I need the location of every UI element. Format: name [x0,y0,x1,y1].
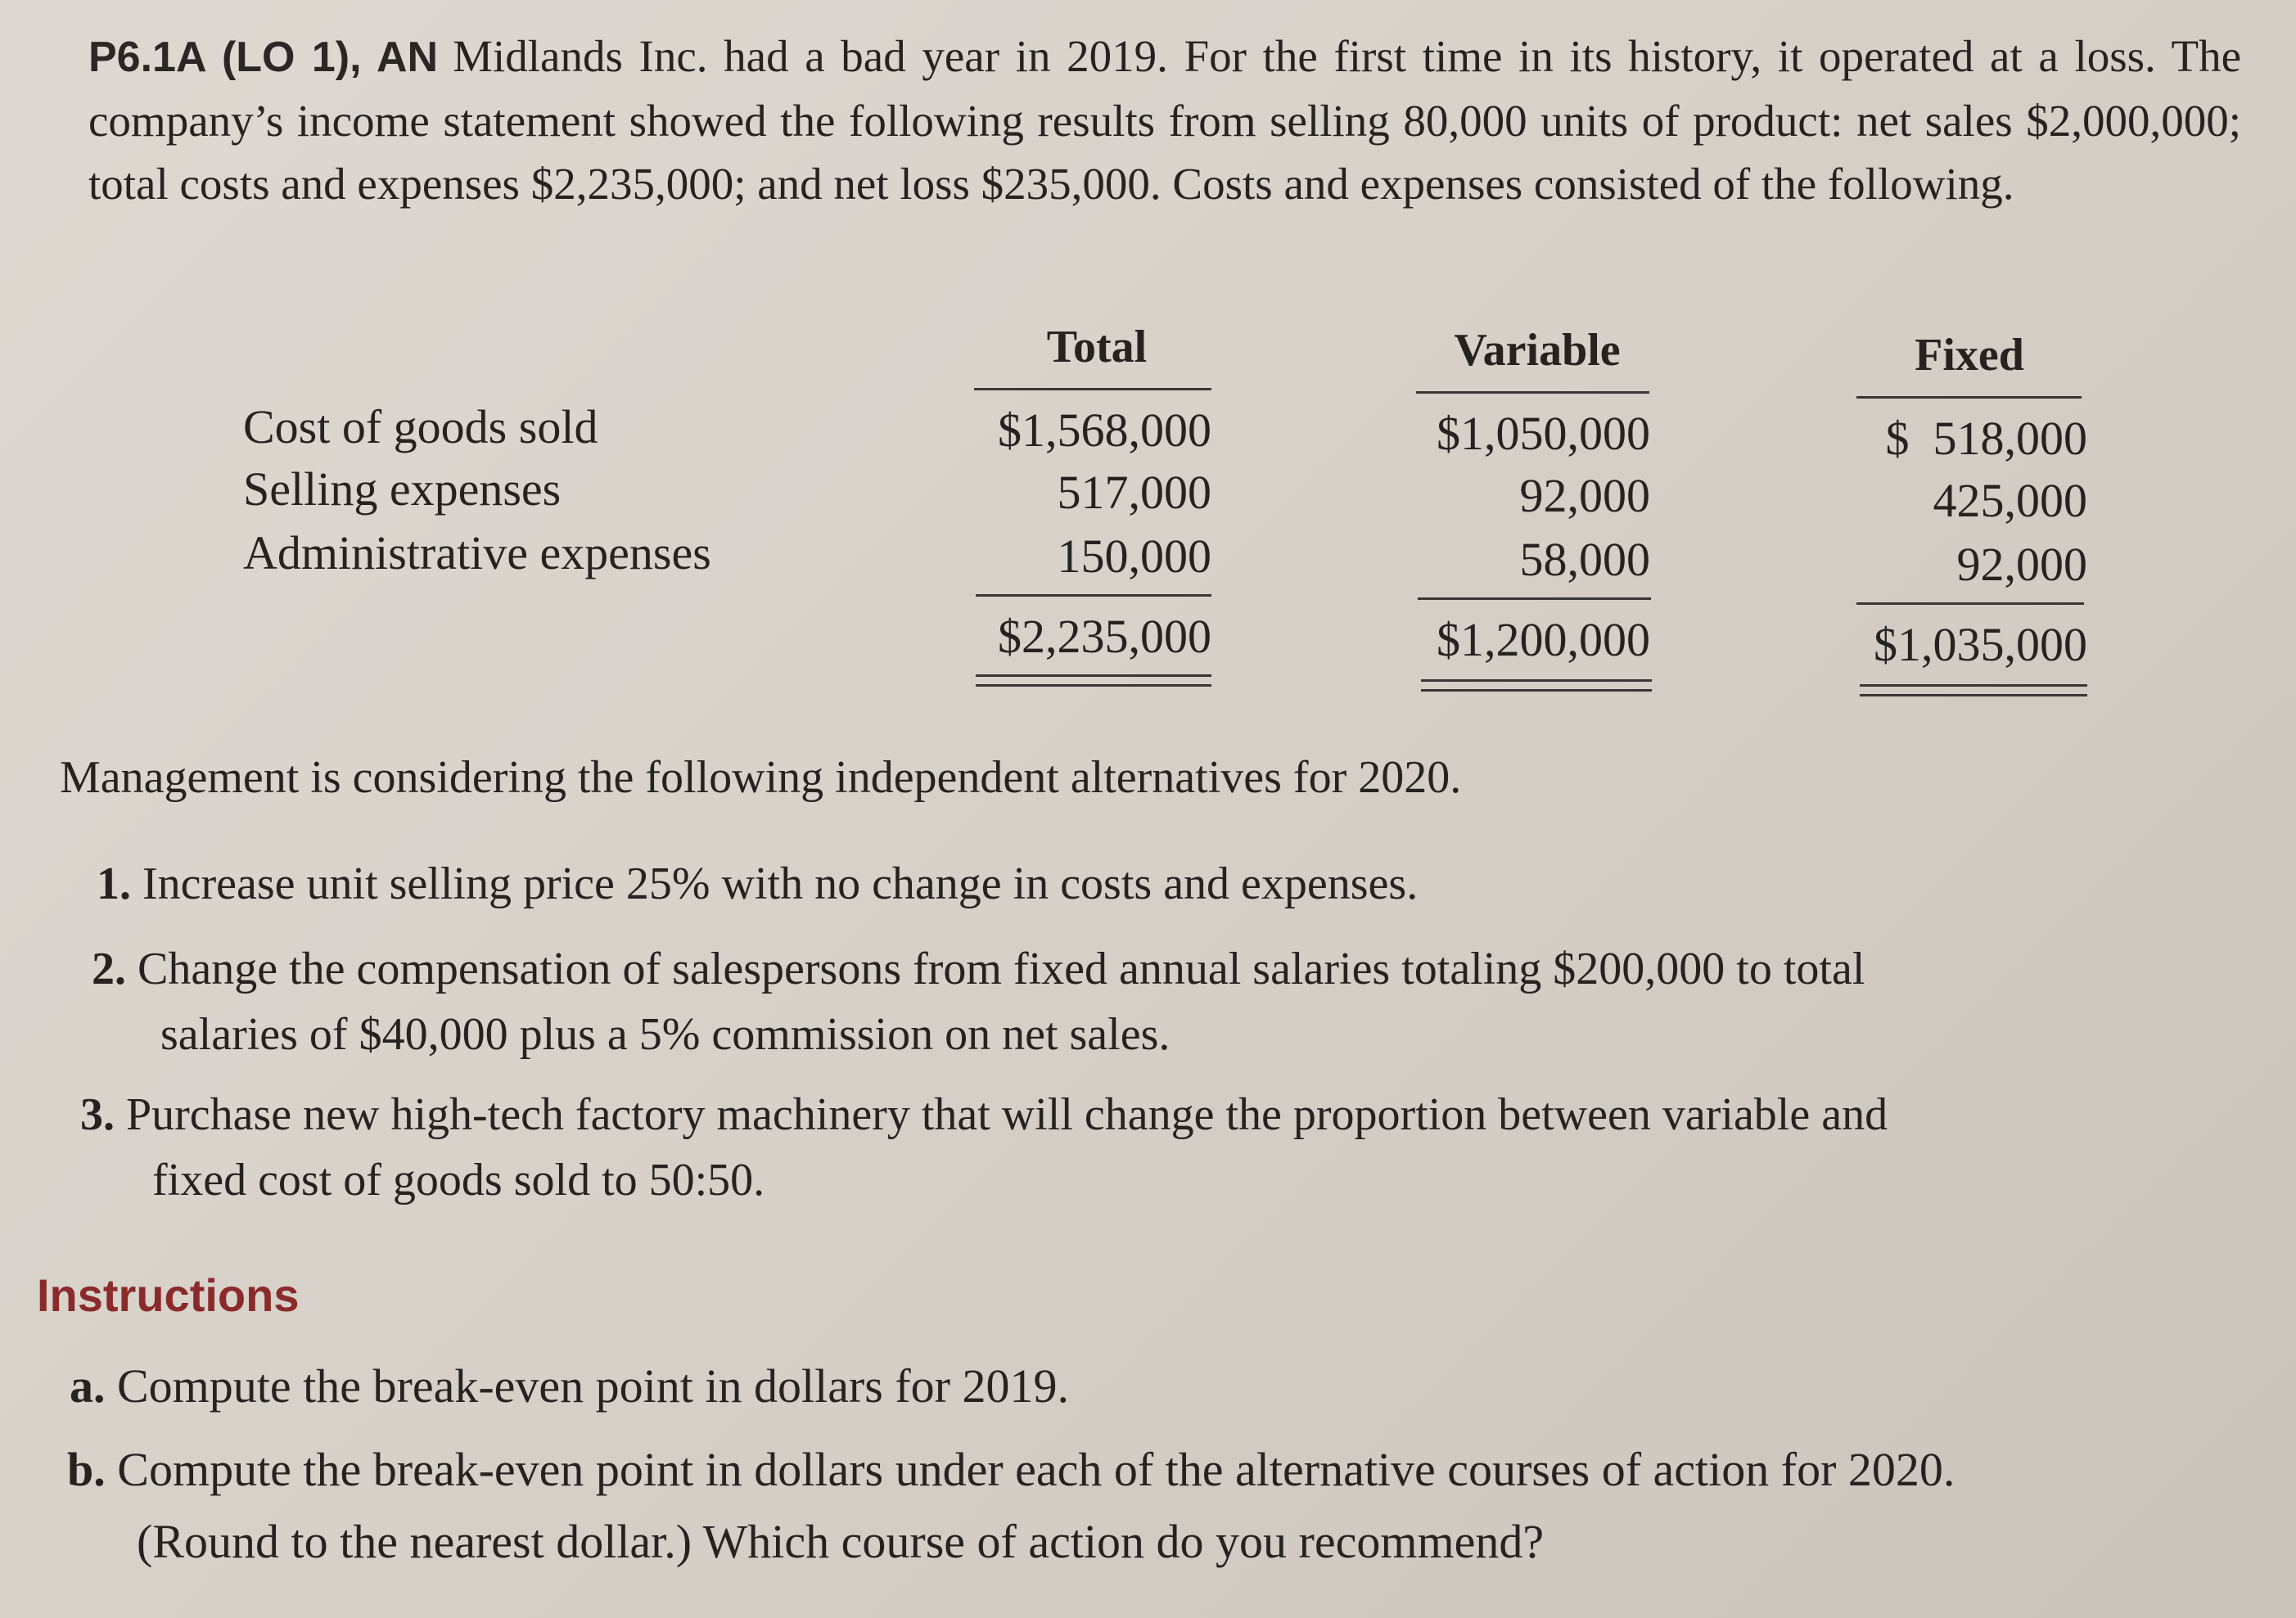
instruction-text-line1: Compute the break-even point in dollars under each of the alternative courses of action for 2020. [117,1443,1955,1496]
subtotal-rule-fixed [1856,602,2084,605]
problem-text: Midlands Inc. had a bad year in 2019. For the first time in its history, it operated at a loss. The company’s income statement showed the following results from selling 80,000 units of product: net sales $2,000,000; total costs and expenses $2,235,000; and net loss $235,000. Costs and expenses consisted of the following. [88,31,2241,209]
header-rule-fixed [1856,396,2082,399]
problem-number: P6.1A [88,34,205,81]
header-total: Total [1046,322,1148,372]
row-label-selling: Selling expenses [243,462,562,516]
learning-objective: (LO 1), [221,34,362,81]
problem-type: AN [376,34,439,81]
instruction-text-line2: (Round to the nearest dollar.) Which course of action do you recommend? [137,1515,1545,1568]
instruction-letter: a. [70,1359,106,1413]
header-rule-total [974,388,1211,390]
instruction-a [70,1350,1069,1422]
alternative-text-line1: Change the compensation of salespersons from fixed annual salaries totaling $200,000 to total [138,944,1865,994]
cell-admin-total: 150,000 [1057,530,1211,583]
alternative-text-line2: salaries of $40,000 plus a 5% commission on net sales. [160,1009,1171,1060]
cell-cogs-fixed: $ 518,000 [1885,412,2087,465]
double-rule-variable-1 [1421,679,1652,682]
row-label-admin: Administrative expenses [243,526,711,579]
cell-selling-variable: 92,000 [1519,469,1650,522]
cell-variable-total: $1,200,000 [1437,613,1650,666]
instructions-heading: Instructions [37,1269,300,1321]
alternatives-intro: Management is considering the following independent alternatives for 2020. [60,752,1462,803]
double-rule-total-1 [976,674,1211,677]
cell-grand-total: $2,235,000 [998,610,1211,663]
row-label-cogs: Cost of goods sold [243,400,598,453]
alternative-1 [97,851,1418,917]
alternative-number: 3. [80,1089,115,1140]
cell-admin-fixed: 92,000 [1956,538,2087,591]
double-rule-variable-2 [1421,689,1652,692]
double-rule-fixed-1 [1860,684,2087,687]
cell-cogs-total: $1,568,000 [998,403,1211,457]
cell-selling-fixed: 425,000 [1933,474,2087,527]
alternative-text-line1: Purchase new high-tech factory machinery that will change the proportion between variable and [126,1089,1888,1140]
instruction-b [67,1434,1955,1578]
alternative-number: 1. [97,859,131,909]
header-variable: Variable [1454,325,1621,376]
alternative-number: 2. [92,944,126,994]
alternative-text: Increase unit selling price 25% with no change in costs and expenses. [142,859,1419,909]
double-rule-fixed-2 [1860,694,2087,696]
cell-fixed-total: $1,035,000 [1874,618,2087,671]
alternative-2 [92,936,1865,1067]
cell-selling-total: 517,000 [1057,466,1211,519]
header-fixed: Fixed [1915,330,2024,381]
cell-cogs-variable: $1,050,000 [1437,407,1650,460]
subtotal-rule-total [976,594,1211,597]
alternative-3 [80,1082,1888,1213]
alternative-text-line2: fixed cost of goods sold to 50:50. [152,1155,765,1206]
instruction-letter: b. [67,1443,106,1496]
double-rule-total-2 [976,684,1211,687]
cost-table [0,0,2296,737]
subtotal-rule-variable [1418,597,1651,600]
instruction-text: Compute the break-even point in dollars for 2019. [117,1359,1069,1413]
header-rule-variable [1416,391,1649,394]
cell-admin-variable: 58,000 [1519,533,1650,586]
